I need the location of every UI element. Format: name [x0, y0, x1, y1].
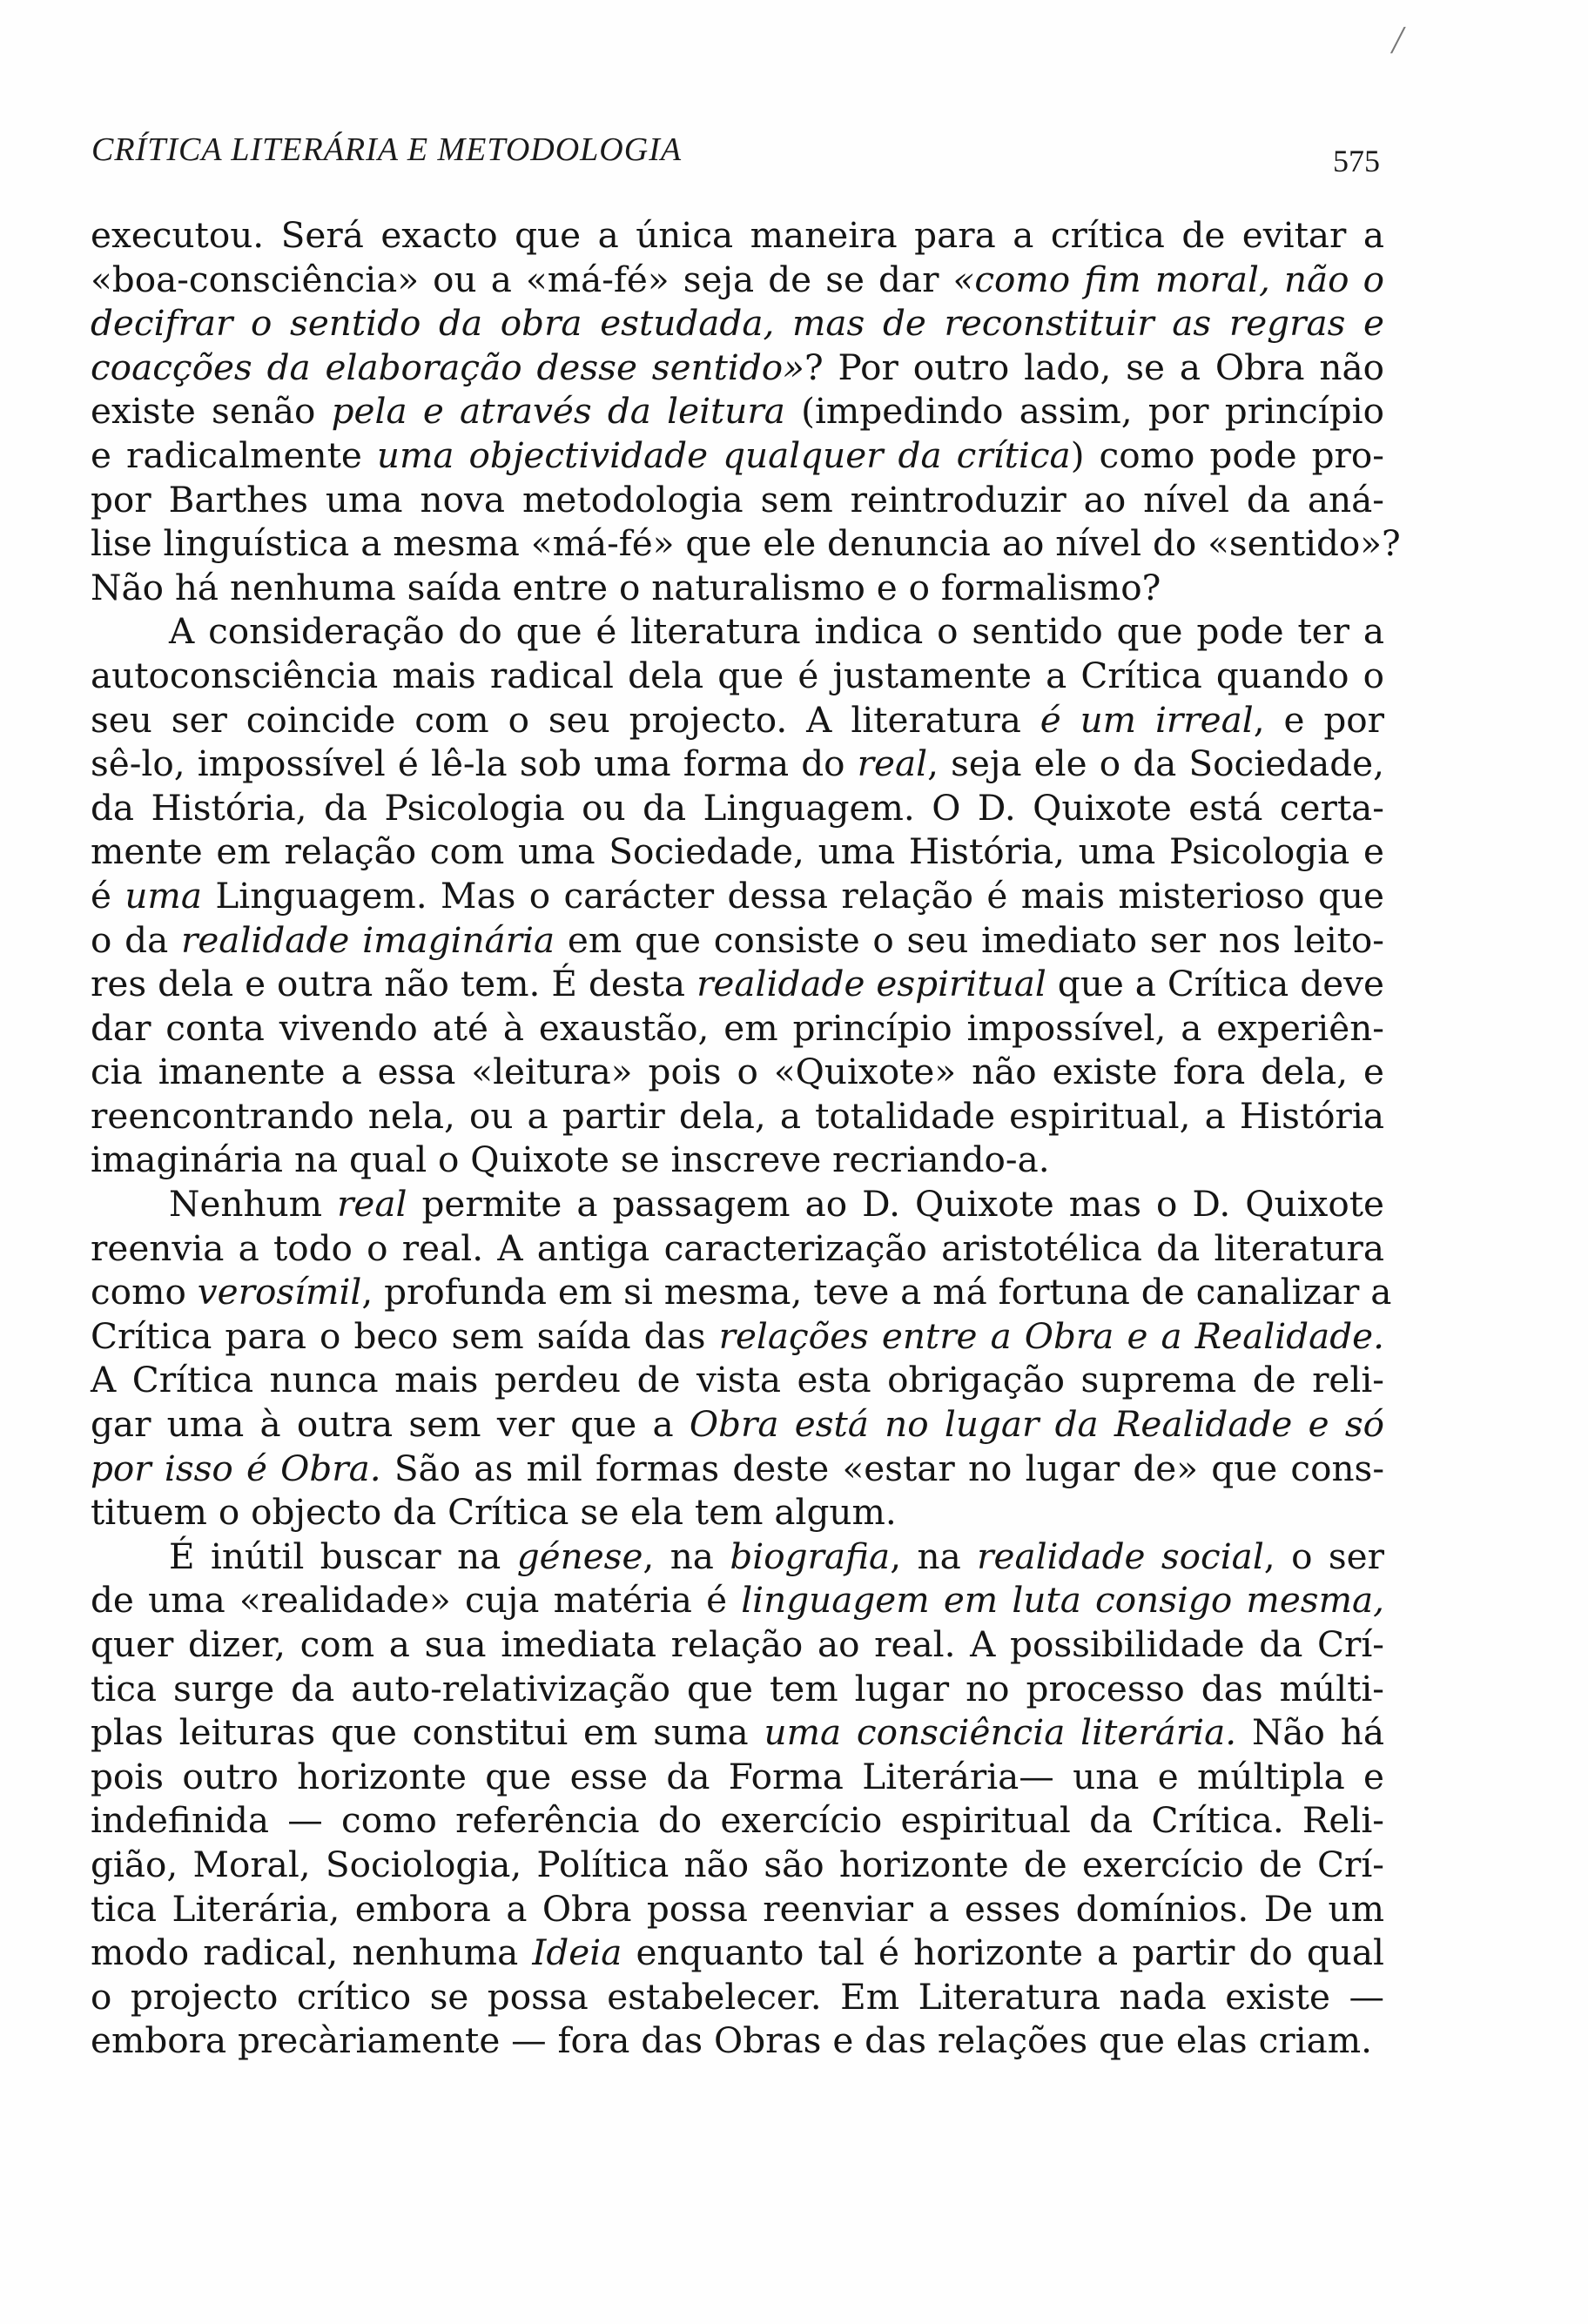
text-span: mente em relação com uma Sociedade, uma História, uma Psicologia e [91, 830, 1384, 873]
paragraph [91, 213, 1401, 609]
italic-span: relações entre a Obra e a Realidade. [718, 1314, 1385, 1357]
text-line [91, 698, 1384, 742]
text-span: , na [643, 1535, 730, 1577]
text-line [91, 874, 1384, 918]
text-span: reenvia a todo o real. A antiga caracterização aristotélica da literatura [91, 1226, 1384, 1269]
text-span: , o ser [1263, 1535, 1384, 1577]
text-span: «boa-consciência» ou a «má-fé» seja de se dar [91, 258, 953, 300]
text-span: sê-lo, impossível é lê-la sob uma forma do [91, 742, 858, 785]
text-span: é [91, 874, 125, 917]
text-line [91, 1270, 1392, 1314]
text-span: , na [890, 1535, 978, 1577]
text-line [91, 742, 1384, 786]
text-span: A Crítica nunca mais perdeu de vista esta obrigação suprema de reli- [91, 1359, 1384, 1401]
text-line [91, 1402, 1384, 1447]
text-span: , profunda em si mesma, teve a má fortuna de canalizar a [361, 1271, 1392, 1313]
text-line [91, 478, 1384, 522]
text-line [91, 1975, 1384, 2019]
body-text [91, 213, 1401, 2063]
paragraph [91, 609, 1384, 1182]
text-line [91, 1006, 1384, 1051]
text-line [91, 1182, 1384, 1226]
text-span: permite a passagem ao D. Quixote mas o D. Quixote [407, 1183, 1385, 1226]
text-span: , seja ele o da Sociedade, [927, 742, 1384, 785]
italic-span: Ideia [532, 1931, 622, 1974]
text-line [91, 346, 1384, 390]
text-line [91, 2018, 1384, 2063]
text-span: o da [91, 918, 181, 961]
text-span: enquanto tal é horizonte a partir do qual [622, 1931, 1384, 1974]
italic-span: por isso é Obra. [91, 1447, 381, 1489]
text-line [91, 566, 1384, 610]
text-span: gar uma à outra sem ver que a [91, 1403, 690, 1446]
page-number: 575 [1333, 144, 1380, 178]
text-span: quer dizer, com a sua imediata relação ao real. A possibilidade da Crí- [91, 1623, 1384, 1665]
text-span: seu ser coincide com o seu projecto. A literatura [91, 698, 1040, 741]
text-span: São as mil formas deste «estar no lugar de» que cons- [380, 1447, 1385, 1489]
text-line [91, 1843, 1384, 1887]
text-span: Não há nenhuma saída entre o naturalismo e o formalismo? [91, 566, 1161, 608]
text-span: por Barthes uma nova metodologia sem reintroduzir ao nível da aná- [91, 478, 1384, 521]
text-span: gião, Moral, Sociologia, Política não são horizonte de exercício de Crí- [91, 1843, 1384, 1885]
text-line [91, 258, 1384, 302]
text-span: Crítica para o beco sem saída das [91, 1314, 719, 1357]
text-line [91, 609, 1384, 654]
text-span: ) como pode pro- [1070, 433, 1384, 476]
text-span: Linguagem. Mas o carácter dessa relação é mais misterioso que [201, 874, 1385, 917]
text-line [91, 1138, 1384, 1182]
scan-mark: ╱ [1391, 28, 1405, 54]
text-span: que a Crítica deve [1046, 963, 1385, 1005]
italic-span: decifrar o sentido da obra estudada, mas de reconstituir as regras e [91, 302, 1384, 345]
italic-span: realidade social [977, 1535, 1264, 1577]
text-line [91, 1535, 1384, 1579]
italic-span: biografia [730, 1535, 891, 1577]
text-span: Nenhum [169, 1183, 338, 1226]
text-line [91, 1490, 1384, 1535]
text-span: indefinida — como referência do exercício espiritual da Crítica. Reli- [91, 1799, 1384, 1842]
paragraph [91, 1182, 1392, 1535]
text-line [91, 521, 1401, 566]
text-span: de uma «realidade» cuja matéria é [91, 1579, 742, 1622]
italic-span: «como fim moral, não o [952, 258, 1384, 300]
text-span: dar conta vivendo até à exaustão, em princípio impossível, a experiên- [91, 1006, 1384, 1049]
text-line [91, 1050, 1384, 1094]
text-line [91, 1798, 1384, 1843]
text-span: modo radical, nenhuma [91, 1931, 533, 1974]
text-line [91, 1931, 1384, 1975]
text-span: existe senão [91, 390, 332, 433]
text-span: tica Literária, embora a Obra possa reenviar a esses domínios. De um [91, 1887, 1384, 1930]
text-span: em que consiste o seu imediato ser nos leito- [555, 918, 1384, 961]
text-line [91, 1710, 1384, 1755]
text-span: da História, da Psicologia ou da Linguagem. O D. Quixote está certa- [91, 786, 1384, 829]
text-line [91, 213, 1384, 258]
italic-span: linguagem em luta consigo mesma, [741, 1579, 1384, 1622]
text-line [91, 1622, 1384, 1667]
paragraph [91, 1535, 1384, 2063]
italic-span: coacções da elaboração desse sentido» [91, 346, 804, 388]
text-line [91, 1314, 1384, 1359]
text-span: Não há [1236, 1711, 1384, 1754]
italic-span: Obra está no lugar da Realidade e só [689, 1403, 1385, 1446]
italic-span: uma consciência literária. [764, 1711, 1237, 1754]
text-line [91, 1578, 1384, 1622]
text-span: lise linguística a mesma «má-fé» que ele denuncia ao nível do «sentido»? [91, 522, 1401, 565]
text-line [91, 1447, 1384, 1491]
text-span: É inútil buscar na [169, 1535, 517, 1577]
text-line [91, 1755, 1384, 1799]
text-line [91, 1887, 1384, 1931]
text-line [91, 1094, 1384, 1138]
text-span: pois outro horizonte que esse da Forma Literária— una e múltipla e [91, 1755, 1384, 1797]
text-line [91, 1667, 1384, 1711]
text-span: (impedindo assim, por princípio [784, 390, 1384, 433]
italic-span: real [857, 742, 928, 785]
text-span: e radicalmente [91, 433, 377, 476]
text-span: o projecto crítico se possa estabelecer. Em Literatura nada existe — [91, 1975, 1384, 2018]
text-span: , e por [1253, 698, 1385, 741]
text-span: imaginária na qual o Quixote se inscreve recriando-a. [91, 1138, 1050, 1181]
text-span: A consideração do que é literatura indica o sentido que pode ter a [169, 610, 1384, 653]
text-span: embora precàriamente — fora das Obras e das relações que elas criam. [91, 2019, 1373, 2062]
text-span: tica surge da auto-relativização que tem lugar no processo das múlti- [91, 1667, 1384, 1709]
italic-span: verosímil [197, 1271, 362, 1313]
text-line [91, 389, 1384, 433]
text-span: reencontrando nela, ou a partir dela, a totalidade espiritual, a História [91, 1094, 1384, 1137]
text-line [91, 1358, 1384, 1402]
page-header [91, 131, 1380, 183]
text-span: ? Por outro lado, se a Obra não [804, 346, 1385, 388]
italic-span: pela e através da leitura [331, 390, 785, 433]
text-line [91, 830, 1384, 874]
text-span: plas leituras que constitui em suma [91, 1711, 764, 1754]
text-span: autoconsciência mais radical dela que é justamente a Crítica quando o [91, 654, 1384, 696]
text-span: cia imanente a essa «leitura» pois o «Quixote» não existe fora dela, e [91, 1051, 1384, 1093]
text-line [91, 786, 1384, 830]
text-span: tituem o objecto da Crítica se ela tem algum. [91, 1491, 897, 1534]
text-line [91, 301, 1384, 346]
italic-span: real [337, 1183, 407, 1226]
text-line [91, 654, 1384, 698]
text-span: res dela e outra não tem. É desta [91, 963, 697, 1005]
text-line [91, 918, 1384, 963]
running-title: CRÍTICA LITERÁRIA E METODOLOGIA [91, 131, 683, 168]
italic-span: realidade imaginária [180, 918, 555, 961]
italic-span: uma [124, 874, 202, 917]
italic-span: realidade espiritual [696, 963, 1046, 1005]
italic-span: génese [516, 1535, 643, 1577]
italic-span: uma objectividade qualquer da crítica [376, 433, 1071, 476]
text-line [91, 433, 1384, 478]
text-span: executou. Será exacto que a única maneira para a crítica de evitar a [91, 214, 1384, 256]
italic-span: é um irreal [1040, 698, 1254, 741]
text-line [91, 1226, 1384, 1271]
text-line [91, 962, 1384, 1006]
text-span: como [91, 1271, 198, 1313]
